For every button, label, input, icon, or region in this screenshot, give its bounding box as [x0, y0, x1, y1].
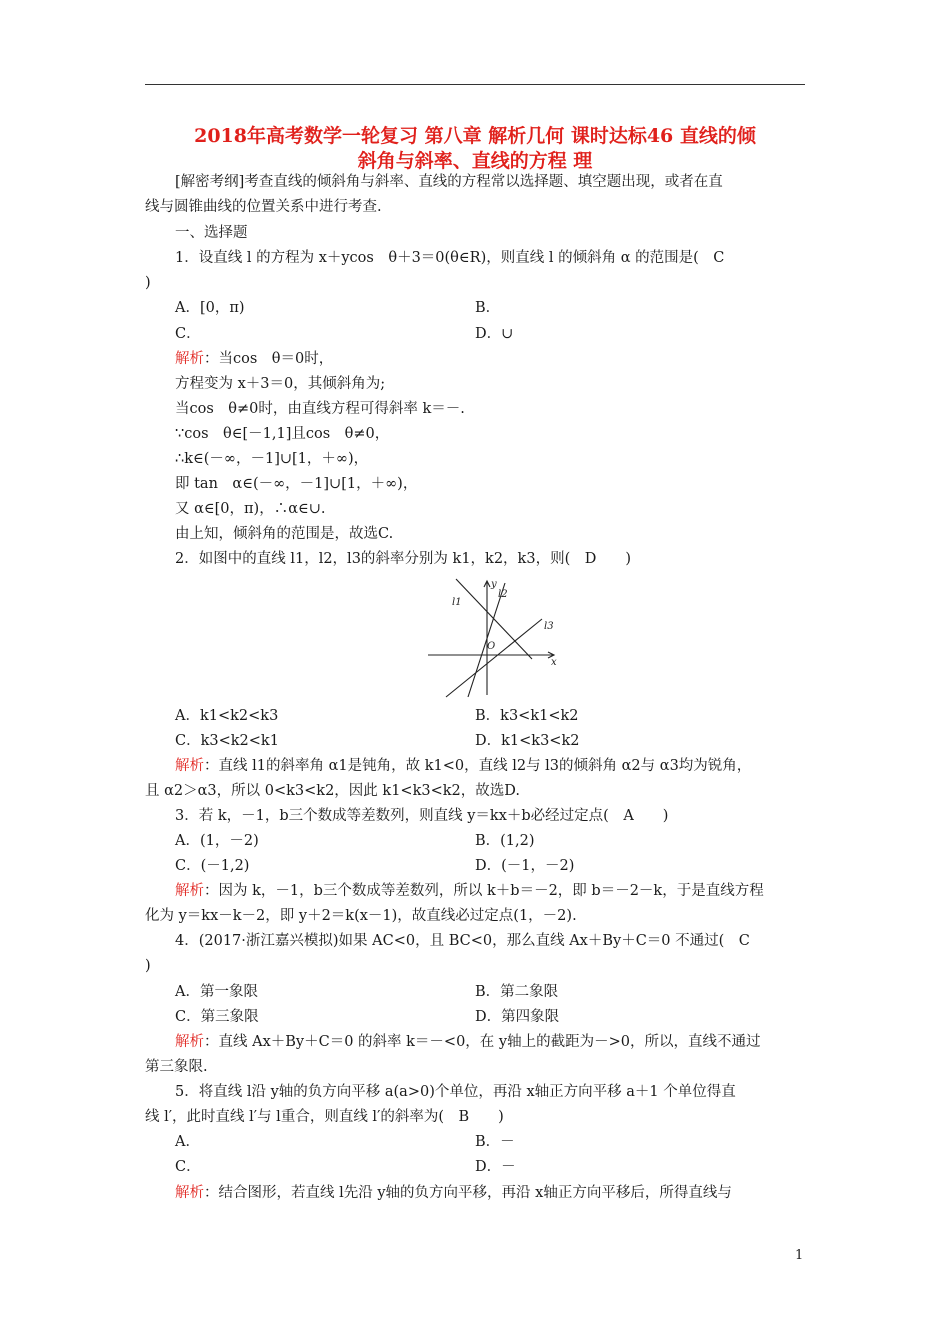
title-line-2: 斜角与斜率、直线的方程 理	[357, 150, 593, 172]
q3-option-b: B．(1,2)	[475, 833, 535, 849]
q1-solution-2: 方程变为 x＋3＝0，其倾斜角为;	[175, 376, 386, 392]
q4-option-d: D．第四象限	[475, 1009, 560, 1025]
solution-label: 解析	[175, 758, 204, 774]
q5-stem-1: 5．将直线 l沿 y轴的负方向平移 a(a>0)个单位，再沿 x轴正方向平移 a＋1 个单位得直	[175, 1084, 736, 1100]
q1-solution-5: ∴k∈(－∞，－1]∪[1，＋∞)，	[175, 451, 369, 467]
q3-option-d: D．(－1，－2)	[475, 858, 575, 874]
q1-option-a: A．[0，π)	[175, 300, 245, 316]
q5-solution-1: 解析：结合图形，若直线 l先沿 y轴的负方向平移，再沿 x轴正方向平移后，所得直线与	[175, 1185, 732, 1201]
q2-figure	[420, 575, 570, 703]
intro-line-1: [解密考纲]考查直线的倾斜角与斜率、直线的方程常以选择题、填空题出现，或者在直	[175, 174, 723, 190]
q1-solution-3: 当cos θ≠0时，由直线方程可得斜率 k＝－.	[175, 401, 465, 417]
q1-option-b: B．	[475, 300, 501, 316]
solution-label: 解析	[175, 883, 204, 899]
q3-option-c: C．(－1,2)	[175, 858, 250, 874]
label-origin: O	[487, 641, 496, 652]
label-l2: l2	[498, 589, 508, 600]
intro-line-2: 线与圆锥曲线的位置关系中进行考查.	[145, 199, 382, 215]
solution-label: 解析	[175, 1034, 204, 1050]
q2-solution-1: 解析：直线 l1的斜率角 α1是钝角，故 k1<0，直线 l2与 l3的倾斜角 α2与 α3均为锐角，	[175, 758, 752, 774]
label-l3: l3	[544, 621, 554, 632]
solution-label: 解析	[175, 351, 204, 367]
q4-option-c: C．第三象限	[175, 1009, 259, 1025]
label-l1: l1	[452, 597, 462, 608]
label-x: x	[551, 657, 557, 668]
q5-option-c: C．	[175, 1159, 201, 1175]
q4-solution-1: 解析：直线 Ax＋By＋C＝0 的斜率 k＝－<0，在 y轴上的截距为－>0，所以，直线不通过	[175, 1034, 761, 1050]
line-l3	[446, 619, 542, 697]
q3-solution-2: 化为 y＝kx－k－2，即 y＋2＝k(x－1)，故直线必过定点(1，－2).	[145, 908, 577, 924]
q3-solution-1: 解析：因为 k，－1，b三个数成等差数列，所以 k＋b＝－2，即 b＝－2－k，于是直线方程	[175, 883, 764, 899]
q1-solution-1: 解析：当cos θ＝0时，	[175, 351, 334, 367]
q2-stem: 2．如图中的直线 l1，l2，l3的斜率分别为 k1，k2，k3，则( D )	[175, 551, 632, 567]
label-y: y	[491, 579, 497, 590]
q5-option-d: D．－	[475, 1159, 516, 1175]
q2-option-b: B．k3<k1<k2	[475, 708, 579, 724]
q2-option-d: D．k1<k3<k2	[475, 733, 580, 749]
q1-stem-2: )	[145, 275, 151, 291]
q1-stem-1: 1．设直线 l 的方程为 x＋ycos θ＋3＝0(θ∈R)，则直线 l 的倾斜角 α 的范围是( C	[175, 250, 725, 266]
q3-option-a: A．(1，－2)	[175, 833, 259, 849]
solution-label: 解析	[175, 1185, 204, 1201]
page-number: 1	[795, 1248, 804, 1263]
q4-stem-2: )	[145, 958, 151, 974]
q4-option-a: A．第一象限	[175, 984, 258, 1000]
q1-solution-7: 又 α∈[0，π)，∴α∈∪.	[175, 501, 326, 517]
q1-option-d: D．∪	[475, 326, 514, 342]
q4-option-b: B．第二象限	[475, 984, 559, 1000]
q5-stem-2: 线 l′，此时直线 l′与 l重合，则直线 l′的斜率为( B )	[145, 1109, 504, 1125]
q2-option-c: C．k3<k2<k1	[175, 733, 279, 749]
q3-stem: 3．若 k，－1，b三个数成等差数列，则直线 y＝kx＋b必经过定点( A )	[175, 808, 669, 824]
q4-solution-2: 第三象限.	[145, 1059, 208, 1075]
q2-option-a: A．k1<k2<k3	[175, 708, 279, 724]
q1-solution-6: 即 tan α∈(－∞，－1]∪[1，＋∞)，	[175, 476, 418, 492]
section-heading: 一、选择题	[175, 225, 248, 241]
q1-solution-8: 由上知，倾斜角的范围是，故选C.	[175, 526, 394, 542]
q2-solution-2: 且 α2＞α3，所以 0<k3<k2，因此 k1<k3<k2，故选D.	[145, 783, 520, 799]
q5-option-b: B．－	[475, 1134, 515, 1150]
q5-option-a: A．	[175, 1134, 200, 1150]
q1-solution-4: ∵cos θ∈[－1,1]且cos θ≠0，	[175, 426, 390, 442]
q1-option-c: C．	[175, 326, 201, 342]
q4-stem-1: 4．(2017·浙江嘉兴模拟)如果 AC<0，且 BC<0，那么直线 Ax＋By＋C＝0 不通过( C	[175, 933, 750, 949]
title-line-1: 2018年高考数学一轮复习 第八章 解析几何 课时达标46 直线的倾	[194, 125, 756, 147]
top-rule	[145, 84, 805, 85]
